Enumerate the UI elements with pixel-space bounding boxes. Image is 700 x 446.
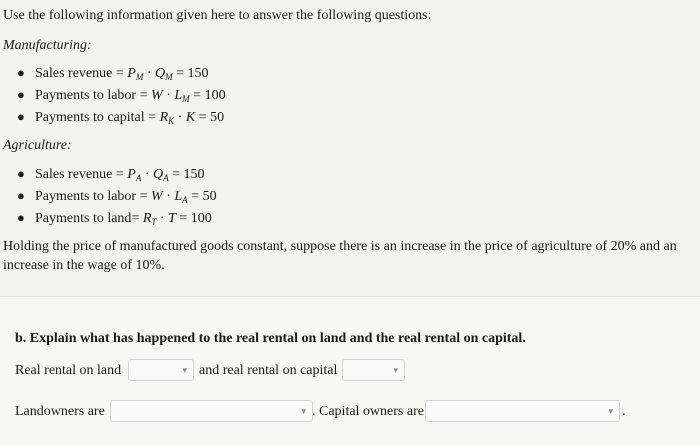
chevron-down-icon: ▾ [182, 366, 187, 376]
bullet-icon: ● [17, 87, 25, 102]
manufacturing-payments-capital: ● Payments to capital = $R_K \cdot K = 50$ [17, 109, 225, 126]
intro-text: Use the following information given here to answer the following questions: [3, 8, 432, 23]
manufacturing-sales-revenue: ● Sales revenue = $P_M \cdot Q_M = 150$ [17, 65, 209, 82]
bullet-icon: ● [17, 166, 25, 181]
manufacturing-payments-labor: ● Payments to labor = $W \cdot L_M = 100$ [17, 87, 226, 104]
real-rental-capital-label: and real rental on capital [199, 363, 338, 378]
real-rental-capital-select[interactable] [342, 359, 405, 381]
real-rental-land-select[interactable] [128, 359, 194, 381]
capital-owners-label: . Capital owners are [312, 404, 424, 419]
agriculture-heading: Agriculture: [3, 138, 72, 153]
question-title: b. Explain what has happened to the real rental on land and the real rental on capital. [15, 331, 526, 346]
chevron-down-icon: ▾ [301, 407, 306, 417]
bullet-icon: ● [17, 188, 25, 203]
bullet-icon: ● [17, 210, 25, 225]
agriculture-payments-land: ● Payments to land= $R_T \cdot T = 100$ [17, 210, 212, 227]
landowners-label: Landowners are [15, 404, 105, 419]
chevron-down-icon: ▾ [608, 407, 613, 417]
chevron-down-icon: ▾ [393, 366, 398, 376]
landowners-select[interactable] [110, 400, 313, 422]
bullet-icon: ● [17, 65, 25, 80]
manufacturing-heading: Manufacturing: [3, 38, 92, 53]
capital-owners-select[interactable] [425, 400, 620, 422]
row2-end-period: . [622, 404, 626, 419]
agriculture-payments-labor: ● Payments to labor = $W \cdot L_A = 50$ [17, 188, 217, 205]
question-panel [0, 296, 700, 446]
bullet-icon: ● [17, 109, 25, 124]
scenario-text: Holding the price of manufactured goods constant, suppose there is an increase in the price of agriculture of 20% and an increase in the wage of 10%. [3, 239, 677, 273]
real-rental-land-label: Real rental on land [15, 363, 122, 378]
agriculture-sales-revenue: ● Sales revenue = $P_A \cdot Q_A = 150$ [17, 166, 205, 183]
